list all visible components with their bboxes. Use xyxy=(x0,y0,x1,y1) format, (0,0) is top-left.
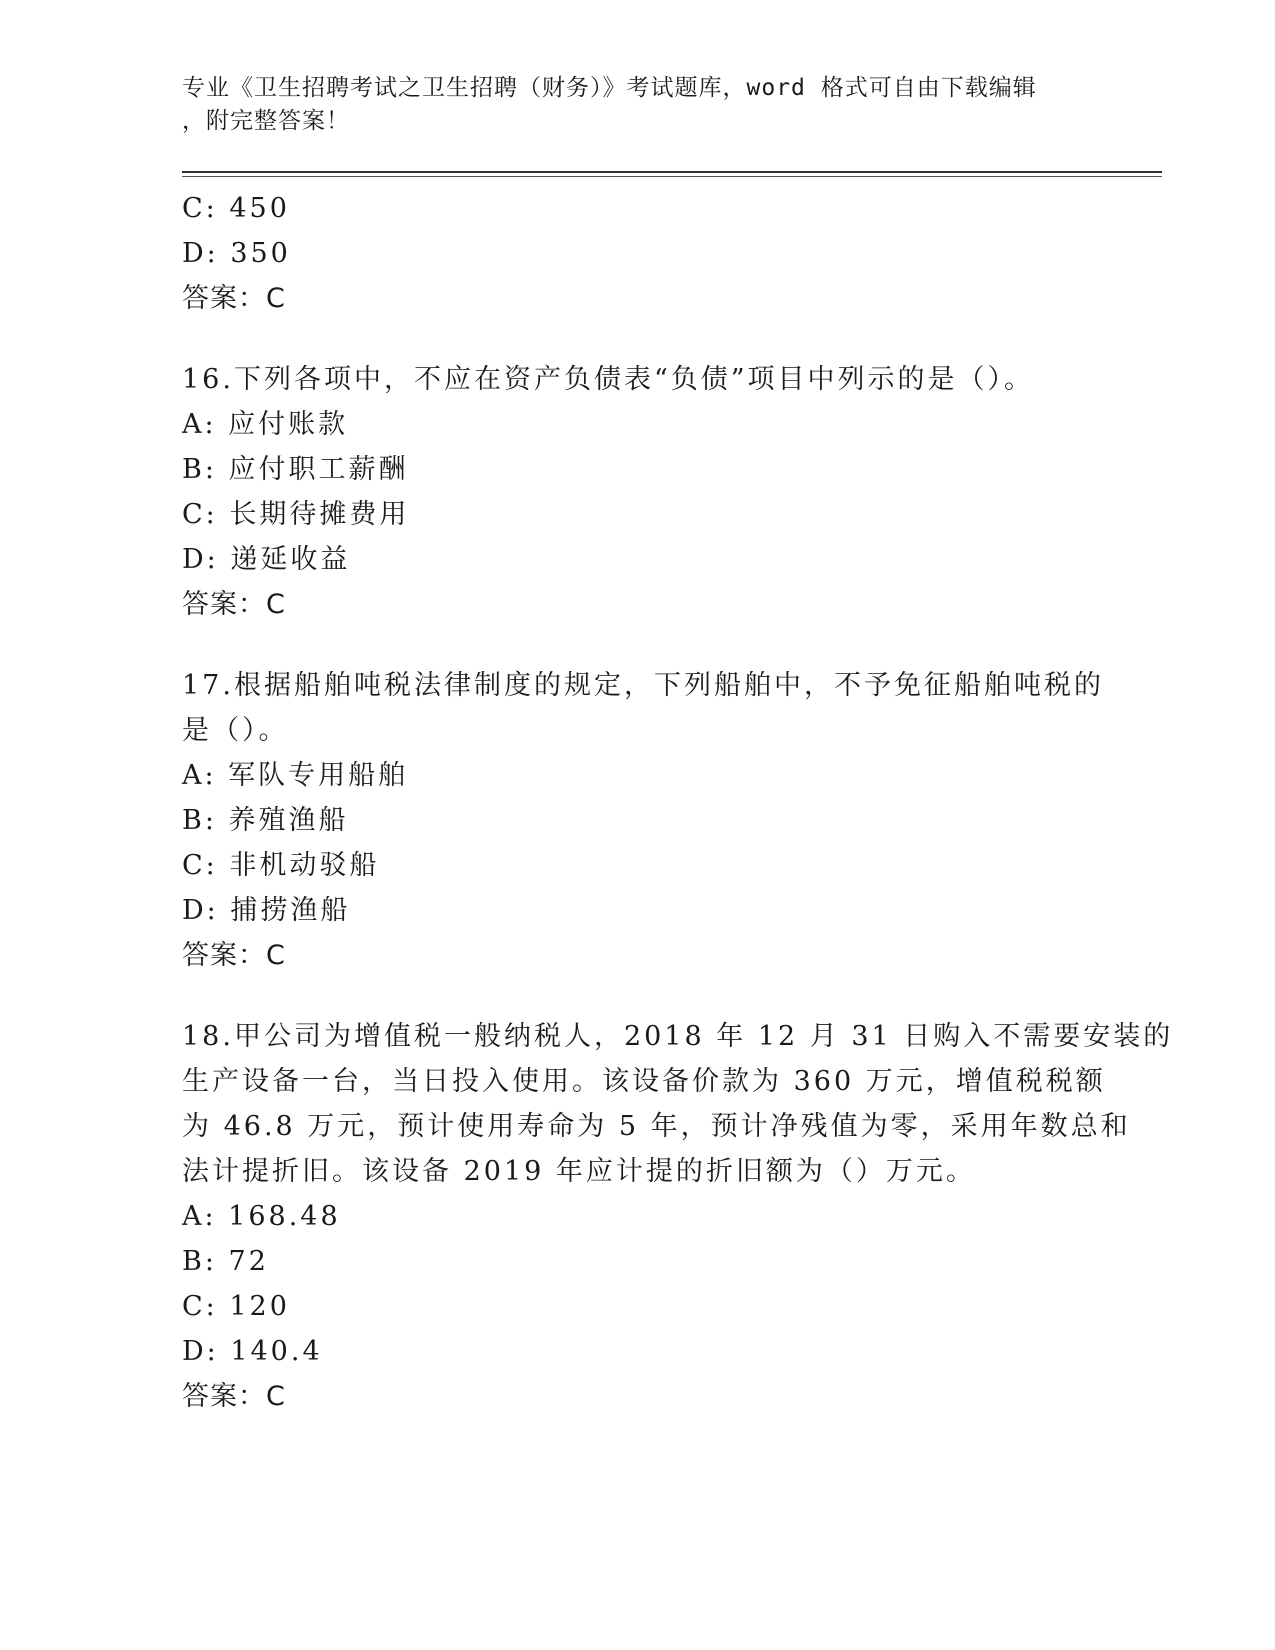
option-b: B: 应付职工薪酬 xyxy=(182,454,409,485)
option-a: A: 应付账款 xyxy=(182,409,349,440)
answer-line: 答案：C xyxy=(182,283,286,314)
question-16 xyxy=(182,357,1082,627)
question-stem-line-3: 为 46.8 万元，预计使用寿命为 5 年，预计净残值为零，采用年数总和 xyxy=(182,1111,1131,1142)
answer-line: 答案：C xyxy=(182,940,286,971)
question-15-tail xyxy=(182,186,1082,321)
answer-line: 答案：C xyxy=(182,589,286,620)
option-d: D: 140.4 xyxy=(182,1336,323,1367)
question-stem-line-2: 生产设备一台，当日投入使用。该设备价款为 360 万元，增值税税额 xyxy=(182,1066,1106,1097)
option-a: A: 168.48 xyxy=(182,1201,341,1232)
question-stem-line-2: 是（）。 xyxy=(182,715,289,746)
option-d: D: 捕捞渔船 xyxy=(182,895,351,926)
question-17 xyxy=(182,663,1104,978)
header-rule-thick xyxy=(182,171,1162,173)
header-rule-thin xyxy=(182,176,1162,177)
option-d: D: 递延收益 xyxy=(182,544,351,575)
answer-line: 答案：C xyxy=(182,1381,286,1412)
option-c: C: 长期待摊费用 xyxy=(182,499,410,530)
question-18 xyxy=(182,1014,1174,1419)
option-c: C: 非机动驳船 xyxy=(182,850,380,881)
option-c: C: 120 xyxy=(182,1291,290,1322)
option-c: C: 450 xyxy=(182,193,290,224)
question-stem-line-4: 法计提折旧。该设备 2019 年应计提的折旧额为（）万元。 xyxy=(182,1156,976,1187)
option-b: B: 养殖渔船 xyxy=(182,805,349,836)
header-line-1: 专业《卫生招聘考试之卫生招聘（财务）》考试题库，word 格式可自由下载编辑 xyxy=(182,75,1037,101)
option-a: A: 军队专用船舶 xyxy=(182,760,409,791)
question-list xyxy=(182,186,1174,1419)
header-line-2: ，附完整答案！ xyxy=(182,108,350,134)
option-b: B: 72 xyxy=(182,1246,269,1277)
question-stem: 16.下列各项中，不应在资产负债表“负债”项目中列示的是（）。 xyxy=(182,364,1035,395)
question-stem-line-1: 18.甲公司为增值税一般纳税人，2018 年 12 月 31 日购入不需要安装的 xyxy=(182,1021,1174,1052)
document-header xyxy=(182,72,1062,138)
question-stem-line-1: 17.根据船舶吨税法律制度的规定，下列船舶中，不予免征船舶吨税的 xyxy=(182,670,1104,701)
option-d: D: 350 xyxy=(182,238,291,269)
